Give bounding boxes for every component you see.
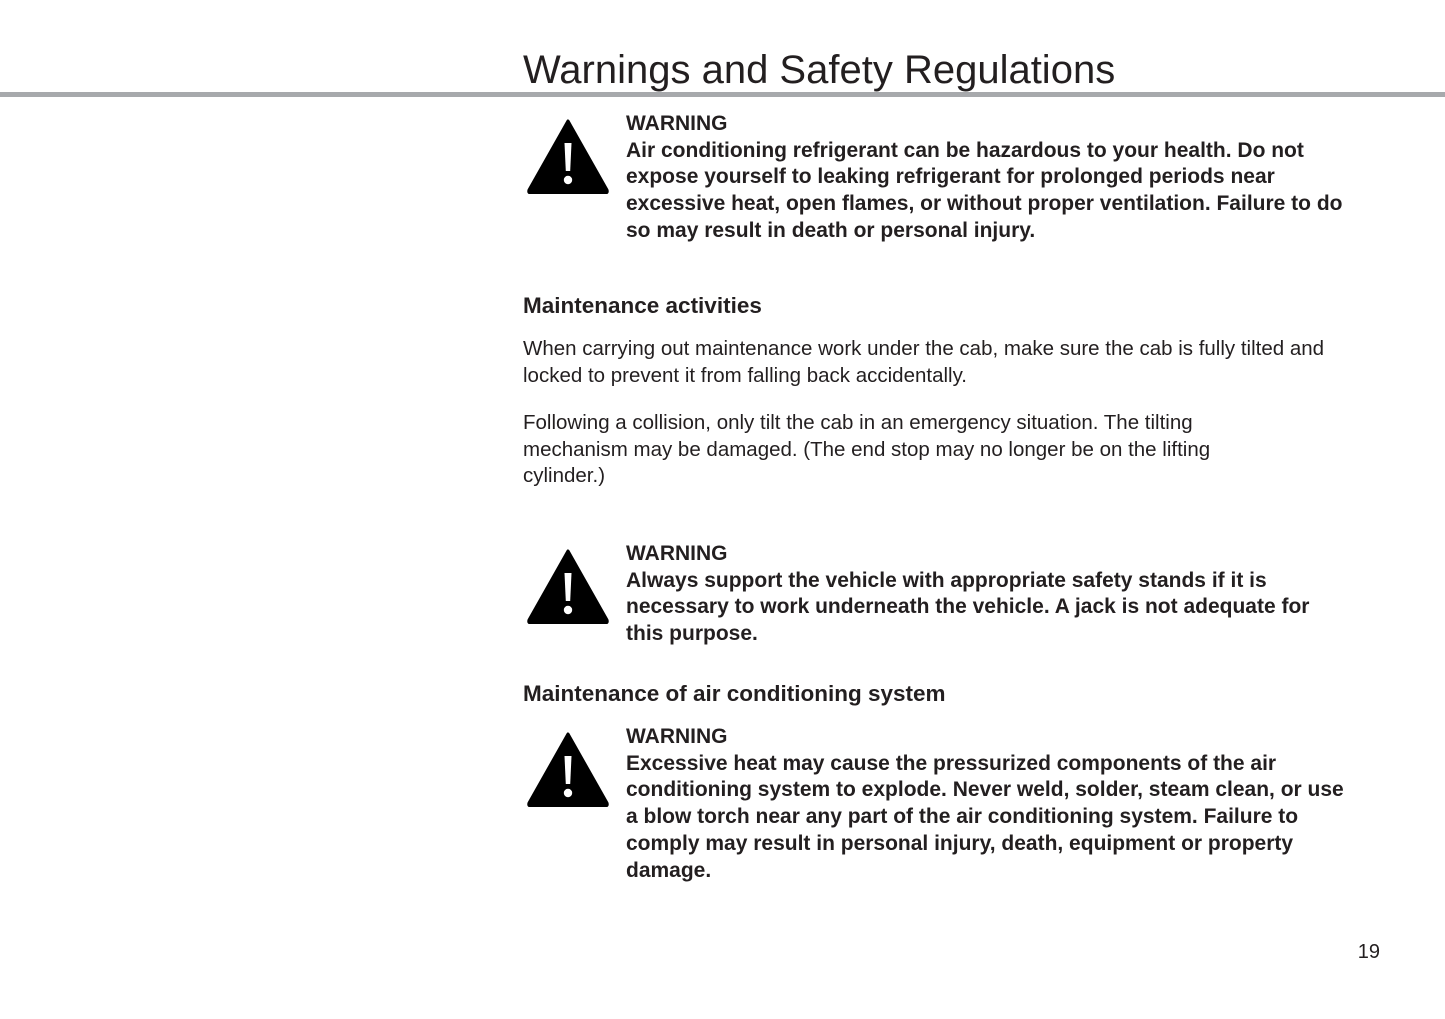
warning-heading: WARNING xyxy=(626,112,728,135)
warning-block xyxy=(626,724,1346,884)
warning-triangle-icon xyxy=(526,731,610,807)
warning-block xyxy=(626,111,1346,245)
section-heading-air-conditioning: Maintenance of air conditioning system xyxy=(523,681,946,706)
section-heading-maintenance-activities: Maintenance activities xyxy=(523,293,762,318)
warning-heading: WARNING xyxy=(626,725,728,748)
page-number: 19 xyxy=(1357,941,1380,963)
warning-text: Always support the vehicle with appropriate safety stands if it is necessary to work underneath the vehicle. A jack is not adequate for this purpose. xyxy=(626,568,1310,646)
body-paragraph: Following a collision, only tilt the cab in an emergency situation. The tilting mechanism may be damaged. (The end stop may no longer be on the lifting cylinder.) xyxy=(523,411,1211,488)
warning-heading: WARNING xyxy=(626,542,728,565)
warning-block xyxy=(626,541,1346,648)
title-divider xyxy=(0,92,1445,97)
warning-text: Air conditioning refrigerant can be hazardous to your health. Do not expose yourself to leaking refrigerant for prolonged periods near excessive heat, open flames, or without proper ventilation. Failure to do so may result in death or personal injury. xyxy=(626,138,1343,242)
warning-triangle-icon xyxy=(526,118,610,194)
body-paragraph: When carrying out maintenance work under the cab, make sure the cab is fully tilted and locked to prevent it from falling back accidentally. xyxy=(523,337,1325,387)
warning-triangle-icon xyxy=(526,548,610,624)
warning-text: Excessive heat may cause the pressurized components of the air conditioning system to explode. Never weld, solder, steam clean, or use a blow torch near any part of the air conditioning system. Failure to comply may result in personal injury, death, equipment or property damage. xyxy=(626,751,1344,882)
page-title: Warnings and Safety Regulations xyxy=(523,48,1116,92)
